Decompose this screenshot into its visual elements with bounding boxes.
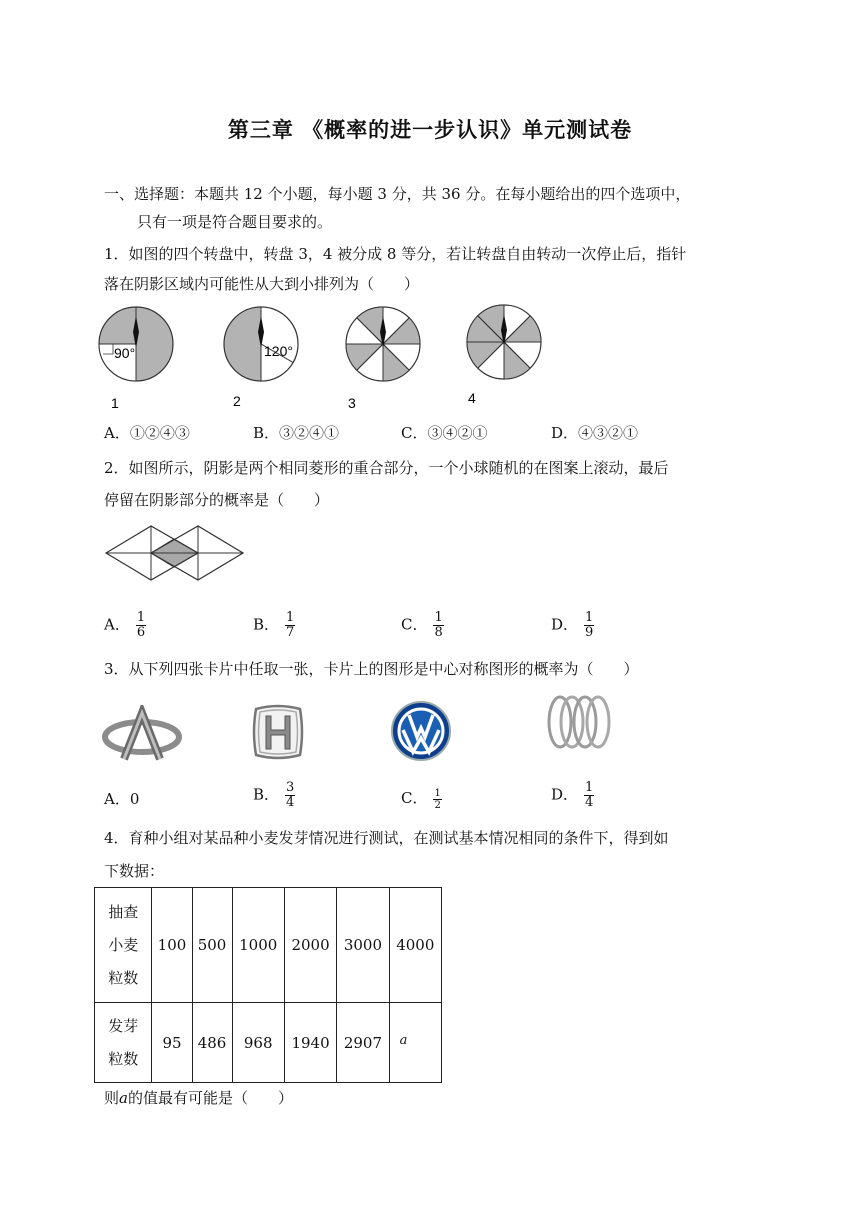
q2-option-b-fraction: $\frac{1}{7}$ [286, 610, 295, 640]
q2-option-d-fraction: $\frac{1}{9}$ [585, 610, 594, 640]
spinner-2 [224, 307, 298, 409]
table-cell: 1000 [232, 888, 284, 1003]
q2-option-a-label: A． [104, 615, 130, 634]
q3-option-d[interactable] [551, 781, 594, 810]
q1-option-c[interactable]: C．③④②① [401, 424, 488, 442]
table-cell: 4000 [389, 888, 441, 1003]
q3-option-c-fraction: $\frac{1}{2}$ [434, 787, 441, 811]
table-cell: 1940 [284, 1003, 336, 1083]
q2-option-c-label: C． [401, 615, 428, 634]
table-cell-unknown-a: a [389, 1003, 441, 1083]
q3-option-d-label: D． [551, 785, 579, 804]
section-instructions-line2: 只有一项是符合题目要求的。 [137, 213, 333, 231]
table-cell: 968 [232, 1003, 284, 1083]
q3-text-line1: 3．从下列四张卡片中任取一张，卡片上的图形是中心对称图形的概率为（ ） [104, 660, 639, 678]
q4-question: 则a的值最有可能是（ ） [104, 1089, 293, 1107]
q1-option-b[interactable]: B．③②④① [253, 424, 340, 442]
q2-option-b-label: B． [253, 615, 280, 634]
q1-option-a[interactable]: A．①②④③ [104, 424, 190, 442]
q3-option-d-fraction: $\frac{1}{4}$ [585, 780, 594, 810]
q2-option-b[interactable] [253, 611, 295, 640]
spinner-3 [346, 307, 420, 411]
spinner-4-label: 4 [468, 390, 476, 406]
q1-option-d[interactable]: D．④③②① [551, 424, 639, 442]
card-1-logo [102, 705, 182, 761]
table-cell: 3000 [337, 888, 389, 1003]
spinner-3-label: 3 [348, 395, 356, 411]
q2-text-line1: 2．如图所示，阴影是两个相同菱形的重合部分，一个小球随机的在图案上滚动，最后 [104, 459, 669, 477]
spinner-1-label: 1 [111, 395, 119, 411]
spinner-4 [467, 305, 541, 406]
spinner-1-angle: 90° [114, 345, 136, 361]
card-4-logo [546, 694, 612, 750]
table-row [95, 1003, 442, 1083]
q4-data-table [94, 887, 442, 1083]
q1-text-line1: 1．如图的四个转盘中，转盘 3，4 被分成 8 等分，若让转盘自由转动一次停止后，指针 [104, 245, 687, 263]
q2-option-a[interactable] [104, 611, 146, 640]
table-header-germinated-count: 发芽 粒数 [95, 1003, 152, 1083]
page-title: 第三章 《概率的进一步认识》单元测试卷 [227, 117, 633, 142]
table-row [95, 888, 442, 1003]
table-cell: 2907 [337, 1003, 389, 1083]
card-2-logo [250, 703, 306, 761]
table-cell: 500 [192, 888, 232, 1003]
q2-option-d-label: D． [551, 615, 579, 634]
q2-text-line2: 停留在阴影部分的概率是（ ） [104, 491, 330, 509]
q2-option-a-fraction: $\frac{1}{6}$ [136, 610, 146, 640]
section-instructions-line1: 一、选择题：本题共 12 个小题，每小题 3 分，共 36 分。在每小题给出的四个选项中， [104, 185, 691, 203]
q3-option-c-label: C． [401, 789, 428, 807]
spinner-1 [99, 307, 173, 411]
spinner-2-angle: 120° [264, 343, 293, 359]
table-cell: 2000 [284, 888, 336, 1003]
q3-option-a[interactable]: A．0 [104, 790, 140, 808]
q1-spinner-figures [96, 302, 556, 414]
q4-text-line1: 4．育种小组对某品种小麦发芽情况进行测试，在测试基本情况相同的条件下，得到如 [104, 829, 669, 847]
q2-option-c-fraction: $\frac{1}{8}$ [434, 610, 443, 640]
q1-text-line2: 落在阴影区域内可能性从大到小排列为（ ） [104, 275, 420, 293]
q2-option-d[interactable] [551, 611, 594, 640]
card-3-logo [390, 700, 452, 762]
table-cell: 100 [152, 888, 192, 1003]
q3-option-b-fraction: $\frac{3}{4}$ [286, 780, 295, 810]
q3-option-b-label: B． [253, 785, 280, 804]
q3-option-c[interactable] [401, 787, 442, 811]
table-cell: 95 [152, 1003, 192, 1083]
spinner-2-label: 2 [233, 393, 241, 409]
q2-option-c[interactable] [401, 611, 444, 640]
q4-text-line2: 下数据： [104, 862, 165, 880]
q2-rhombus-figure [104, 525, 244, 583]
table-header-sample-count: 抽查 小麦 粒数 [95, 888, 152, 1003]
table-cell: 486 [192, 1003, 232, 1083]
q4-variable-a: a [119, 1089, 128, 1107]
q3-option-b[interactable] [253, 781, 295, 810]
